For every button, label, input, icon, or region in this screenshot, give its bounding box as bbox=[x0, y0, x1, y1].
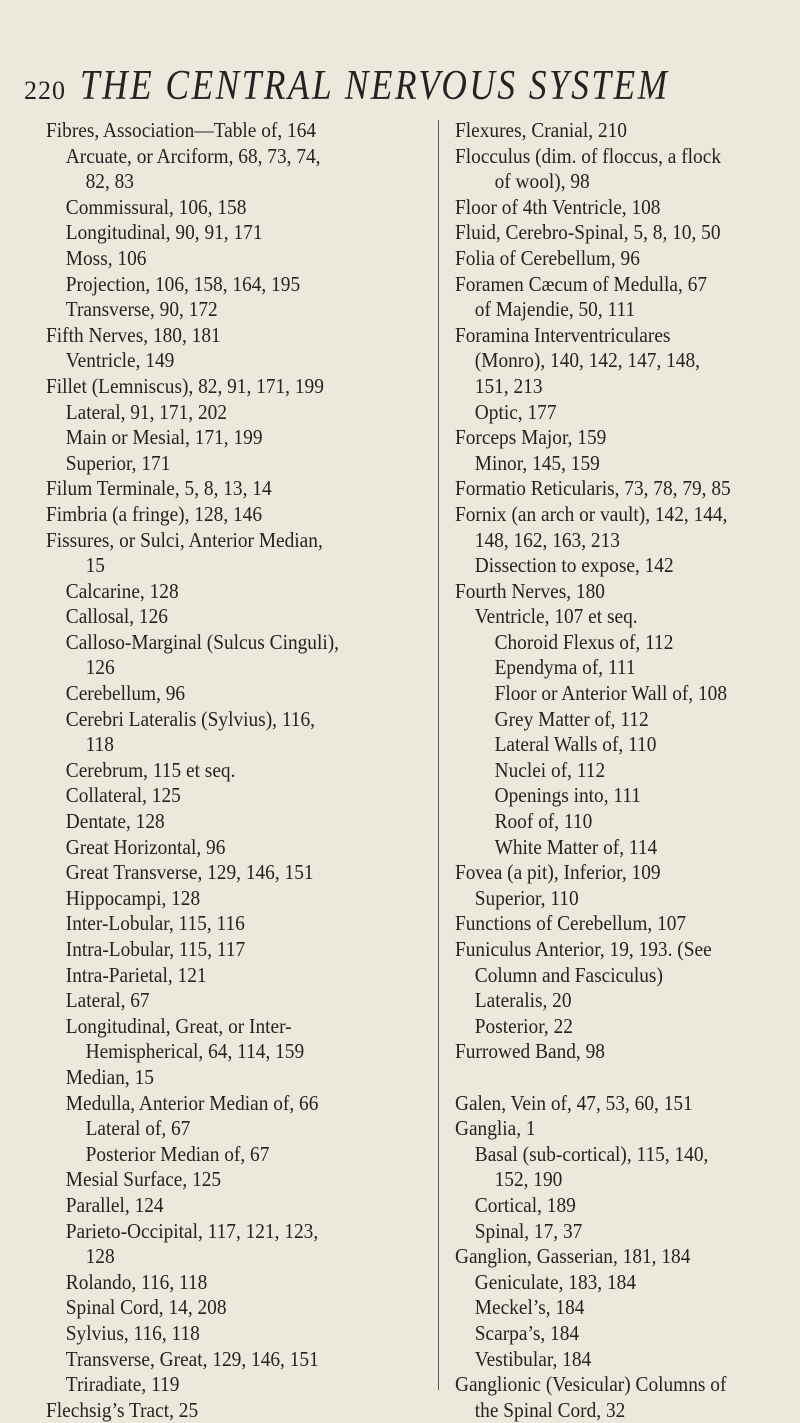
index-entry: Lateral, 91, 171, 202 bbox=[65, 399, 228, 424]
index-entry: Transverse, Great, 129, 146, 151 bbox=[65, 1346, 319, 1371]
index-entry: White Matter of, 114 bbox=[494, 834, 658, 859]
index-entry: Ependyma of, 111 bbox=[494, 655, 636, 680]
index-entry: Funiculus Anterior, 19, 193. (See bbox=[455, 937, 712, 961]
index-entry: Filum Terminale, 5, 8, 13, 14 bbox=[46, 476, 272, 501]
index-entry: of Majendie, 50, 111 bbox=[474, 297, 636, 322]
index-entry: Foramen Cæcum of Medulla, 67 bbox=[455, 271, 708, 296]
index-entry: Minor, 145, 159 bbox=[474, 450, 600, 475]
index-entry: 152, 190 bbox=[494, 1167, 563, 1192]
index-entry: Triradiate, 119 bbox=[65, 1372, 180, 1397]
index-entry: Sylvius, 116, 118 bbox=[65, 1320, 200, 1345]
index-entry: Fissures, or Sulci, Anterior Median, bbox=[46, 527, 323, 552]
index-entry: Medulla, Anterior Median of, 66 bbox=[65, 1090, 319, 1115]
index-entry: Grey Matter of, 112 bbox=[494, 706, 649, 731]
page-header bbox=[24, 62, 780, 108]
index-entry: Furrowed Band, 98 bbox=[455, 1039, 605, 1064]
index-entry: Longitudinal, 90, 91, 171 bbox=[65, 220, 263, 245]
running-title: THE CENTRAL NERVOUS SYSTEM bbox=[80, 63, 670, 109]
index-entry: Mesial Surface, 125 bbox=[65, 1167, 222, 1192]
index-entry: Posterior Median of, 67 bbox=[85, 1141, 270, 1166]
index-entry: Cerebrum, 115 et seq. bbox=[65, 757, 236, 782]
index-entry: Arcuate, or Arciform, 68, 73, 74, bbox=[65, 143, 321, 168]
index-entry: Openings into, 111 bbox=[494, 783, 641, 808]
index-entry: Spinal Cord, 14, 208 bbox=[65, 1295, 227, 1320]
index-entry: Ventricle, 107 et seq. bbox=[474, 604, 638, 629]
index-entry: Nuclei of, 112 bbox=[494, 757, 606, 782]
index-entry: Fimbria (a fringe), 128, 146 bbox=[46, 501, 263, 526]
index-entry: Posterior, 22 bbox=[474, 1013, 573, 1038]
index-entry: Parallel, 124 bbox=[65, 1192, 164, 1217]
index-entry: Lateral of, 67 bbox=[85, 1116, 191, 1141]
index-entry: 128 bbox=[85, 1244, 115, 1269]
index-entry: Spinal, 17, 37 bbox=[474, 1218, 583, 1243]
index-entry: Fifth Nerves, 180, 181 bbox=[46, 322, 221, 347]
index-entry: Fluid, Cerebro-Spinal, 5, 8, 10, 50 bbox=[455, 220, 721, 245]
index-entry: Cerebri Lateralis (Sylvius), 116, bbox=[65, 706, 315, 731]
index-entry: Fourth Nerves, 180 bbox=[455, 578, 605, 603]
index-entry: Commissural, 106, 158 bbox=[65, 194, 247, 219]
index-entry: Projection, 106, 158, 164, 195 bbox=[65, 271, 301, 296]
index-entry: Cortical, 189 bbox=[474, 1192, 576, 1217]
index-entry: of wool), 98 bbox=[494, 169, 590, 194]
index-entry: Superior, 171 bbox=[65, 450, 171, 475]
index-entry: Floor of 4th Ventricle, 108 bbox=[455, 194, 661, 219]
index-entry: Ganglia, 1 bbox=[455, 1116, 536, 1141]
section-gap bbox=[455, 1065, 795, 1091]
index-entry: Flocculus (dim. of floccus, a flock bbox=[455, 143, 722, 168]
index-entry: Fillet (Lemniscus), 82, 91, 171, 199 bbox=[46, 373, 324, 398]
index-entry: Geniculate, 183, 184 bbox=[474, 1269, 637, 1294]
index-entry: Choroid Flexus of, 112 bbox=[494, 629, 674, 654]
index-entry: Hemispherical, 64, 114, 159 bbox=[85, 1039, 305, 1064]
index-entry: Flexures, Cranial, 210 bbox=[455, 118, 627, 142]
index-entry: Roof of, 110 bbox=[494, 809, 593, 834]
index-entry: Folia of Cerebellum, 96 bbox=[455, 245, 640, 270]
index-entry: Fornix (an arch or vault), 142, 144, bbox=[455, 501, 728, 526]
column-divider bbox=[438, 120, 439, 1390]
index-entry: Lateral Walls of, 110 bbox=[494, 732, 657, 757]
index-entry: Functions of Cerebellum, 107 bbox=[455, 911, 687, 936]
index-entry: Rolando, 116, 118 bbox=[65, 1269, 208, 1294]
index-entry: 15 bbox=[85, 553, 105, 578]
index-entry: Calloso-Marginal (Sulcus Cinguli), bbox=[65, 629, 340, 654]
index-entry: Callosal, 126 bbox=[65, 604, 168, 629]
index-entry: the Spinal Cord, 32 bbox=[474, 1397, 626, 1422]
index-entry: Floor or Anterior Wall of, 108 bbox=[494, 681, 728, 706]
index-entry: Meckel’s, 184 bbox=[474, 1295, 585, 1320]
index-entry: Intra-Lobular, 115, 117 bbox=[65, 937, 246, 961]
index-entry: Fibres, Association—Table of, 164 bbox=[46, 118, 317, 142]
index-entry: Formatio Reticularis, 73, 78, 79, 85 bbox=[455, 476, 731, 501]
index-entry: Ganglionic (Vesicular) Columns of bbox=[455, 1372, 727, 1397]
index-entry: Inter-Lobular, 115, 116 bbox=[65, 911, 245, 936]
page-number: 220 bbox=[24, 76, 66, 105]
index-entry: Main or Mesial, 171, 199 bbox=[65, 425, 263, 450]
index-entry: Collateral, 125 bbox=[65, 783, 181, 808]
index-entry: Intra-Parietal, 121 bbox=[65, 962, 207, 987]
index-entry: (Monro), 140, 142, 147, 148, bbox=[474, 348, 701, 373]
index-entry: 118 bbox=[85, 732, 114, 757]
index-entry: Forceps Major, 159 bbox=[455, 425, 607, 450]
index-entry: Cerebellum, 96 bbox=[65, 681, 186, 706]
index-entry: Ventricle, 149 bbox=[65, 348, 175, 373]
index-entry: Optic, 177 bbox=[474, 399, 557, 424]
index-entry: Basal (sub-cortical), 115, 140, bbox=[474, 1141, 709, 1166]
index-entry: Dissection to expose, 142 bbox=[474, 553, 674, 578]
index-entry: 151, 213 bbox=[474, 373, 543, 398]
index-entry: Column and Fasciculus) bbox=[474, 962, 663, 987]
index-column-left bbox=[46, 118, 434, 1423]
index-entry: Vestibular, 184 bbox=[474, 1346, 592, 1371]
index-entry: Moss, 106 bbox=[65, 245, 147, 270]
index-entry: Fovea (a pit), Inferior, 109 bbox=[455, 860, 661, 885]
index-entry: Ganglion, Gasserian, 181, 184 bbox=[455, 1244, 691, 1269]
index-entry: Foramina Interventriculares bbox=[455, 322, 671, 347]
index-entry: Scarpa’s, 184 bbox=[474, 1320, 580, 1345]
index-entry: Flechsig’s Tract, 25 bbox=[46, 1397, 199, 1422]
index-entry: Calcarine, 128 bbox=[65, 578, 179, 603]
index-entry: Superior, 110 bbox=[474, 885, 579, 910]
index-entry: Longitudinal, Great, or Inter- bbox=[65, 1013, 292, 1038]
index-entry: Great Horizontal, 96 bbox=[65, 834, 226, 859]
index-entry: Parieto-Occipital, 117, 121, 123, bbox=[65, 1218, 319, 1243]
index-entry: Median, 15 bbox=[65, 1064, 154, 1089]
index-entry: Hippocampi, 128 bbox=[65, 885, 201, 910]
index-entry: Transverse, 90, 172 bbox=[65, 297, 218, 322]
index-entry: Great Transverse, 129, 146, 151 bbox=[65, 860, 314, 885]
index-entry: Lateral, 67 bbox=[65, 988, 150, 1013]
index-entry: 82, 83 bbox=[85, 169, 134, 194]
index-entry: Galen, Vein of, 47, 53, 60, 151 bbox=[455, 1090, 693, 1115]
index-entry: Dentate, 128 bbox=[65, 809, 165, 834]
index-entry: Lateralis, 20 bbox=[474, 988, 572, 1013]
index-entry: 148, 162, 163, 213 bbox=[474, 527, 620, 552]
index-column-right bbox=[455, 118, 795, 1423]
index-entry: 126 bbox=[85, 655, 115, 680]
